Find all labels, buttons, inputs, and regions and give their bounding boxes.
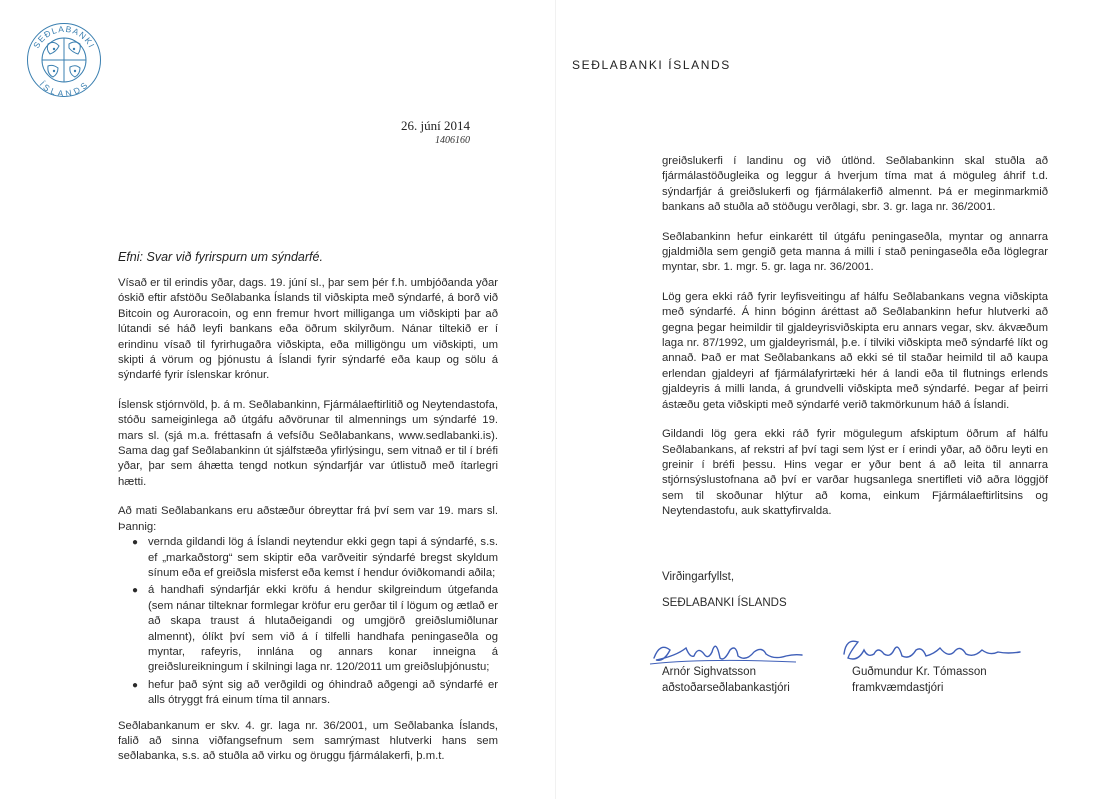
signer-name: Guðmundur Kr. Tómasson <box>852 666 987 678</box>
signer-title: framkvæmdastjóri <box>852 681 944 694</box>
letter-date: 26. júní 2014 <box>401 118 470 133</box>
bullet-icon: ● <box>132 585 139 597</box>
letter-page-2 <box>556 0 1114 799</box>
closing-block <box>662 570 787 622</box>
list-item-text: á handhafi sýndarfjár ekki kröfu á hendur skilgreindum útgefanda (sem nánar tilteknar formlegar kröfur eru gerðar til í lögum og ætlað er að skapa traust á hlutaðeigandi og umgjörð greiðslumiðlunar almennt), ólíkt því sem við á í tilfelli handhafa peningaseðla og myntar, rafeyris, innlána og annars konar inneigna á greiðslureikningum í skilningi laga nr. 120/2011 um greiðsluþjónustu; <box>148 584 498 674</box>
signer-title: aðstoðarseðlabankastjóri <box>662 681 790 694</box>
signer-gudmundur <box>852 665 987 696</box>
logo-text-top: SEÐLABANKI <box>31 23 98 50</box>
bullet-icon: ● <box>132 679 139 691</box>
letter-body-right <box>662 154 1048 534</box>
paragraph: Íslensk stjórnvöld, þ. á m. Seðlabankinn, Fjármálaeftirlitið og Neytendastofa, stóðu sameiginlega að útgáfu aðvörunar til almennings um sýndarfé 19. mars sl. (sjá m.a. fréttasafn á vefsíðu Seðlabankans, www.sedlabanki.is). Sama dag gaf Seðlabankinn út sjálfstæða yfirlýsingu, sem vitnað er til í bréfi yðar, þar sem áhætta tengd notkun sýndarfjár var útlistuð með ítarlegri hætti. <box>118 398 498 488</box>
paragraph: greiðslukerfi í landinu og við útlönd. Seðlabankinn skal stuðla að fjármálastöðugleika og leggur á hverjum tíma mat á möguleg áhrif t.d. sýndarfjár á greiðslukerfi og fjármálakerfið almennt. Þá er meginmarkmið bankans að stuðla að stöðugu verðlagi, sbr. 3. gr. laga nr. 36/2001. <box>662 155 1048 214</box>
signer-arnor <box>662 665 790 696</box>
closing-salutation: Virðingarfyllst, <box>662 571 735 583</box>
letter-page-1 <box>0 0 556 799</box>
paragraph: Lög gera ekki ráð fyrir leyfisveitingu af hálfu Seðlabankans vegna viðskipta með sýndarfé. Á hinn bóginn áréttast að Seðlabankinn hefur hlutverki að gegna þegar heimildir til gjaldeyrisviðskipta eru annars vegar, skv. ákvæðum laga nr. 87/1992, um gjaldeyrismál, þ.e. í tilviki viðskipta með sýndarfé líkt og annað. Það er mat Seðlabankans að ekki sé til staðar heimild til að kaupa erlendan gjaldeyri af fjármálafyrirtæki hér á landi eða til flutnings erlends gjaldeyris á milli landa, á grundvelli viðskipta með sýndarfé. Þegar af þeirri ástæðu geta viðskipti með sýndarfé verið takmörkunum háð á Íslandi. <box>662 290 1048 411</box>
paragraph: Seðlabankinn hefur einkarétt til útgáfu peningaseðla, myntar og annarra gjaldmiðla sem gengið geta manna á milli í stað peningaseðla eða löglegrar myntar, sbr. 1. mgr. 5. gr. laga nr. 36/2001. <box>662 230 1048 274</box>
paragraph: Gildandi lög gera ekki ráð fyrir mögulegum afskiptum öðrum af hálfu Seðlabankans, af rekstri af því tagi sem lýst er í erindi yðar, að öðru leyti en greinir í bréfi þessu. Hins vegar er yður bent á að leita til annarra stjórnsýslustofnana að því er varðar hugsanlega snertifleti við aðra löggjöf sem til skoðunar hlýtur að koma, einkum Fjármálaeftirlitsins og Neytendastofu, auk skattyfirvalda. <box>662 428 1048 518</box>
list-item <box>132 583 498 675</box>
date-block <box>0 118 470 146</box>
paragraph: Vísað er til erindis yðar, dags. 19. júní sl., þar sem þér f.h. umbjóðanda yðar óskið eftir afstöðu Seðlabanka Íslands til viðskipta með sýndarfé, á borð við Bitcoin og Auroracoin, og enn fremur hvort milliganga um viðskipti þar að lútandi sé háð leyfi bankans eða öðrum skilyrðum. Nánar tiltekið er í erindinu vísað til fyrirhugaðra viðskipta, eða milligöngu um viðskipti, um skipti á vörum og þjónustu á Íslandi fyrir sýndarfé eða kaup og sölu á sýndarfé fyrir íslenskar krónur. <box>118 277 498 382</box>
reference-number: 1406160 <box>435 135 470 146</box>
closing-bank-name: SEÐLABANKI ÍSLANDS <box>662 597 787 609</box>
sedlabanki-logo <box>26 22 102 98</box>
list-item-text: vernda gildandi lög á Íslandi neytendur ekki gegn tapi á sýndarfé, s.s. ef „markaðstorg“ sem skiptir eða varðveitir sýndarfé bregst skyldum sínum eða ef greiðsla misferst eða kemst í hendur óviðkomandi aðila; <box>148 536 498 579</box>
paragraph: Að mati Seðlabankans eru aðstæður óbreyttar frá því sem var 19. mars sl. Þannig: <box>118 505 498 533</box>
bank-name-header: SEÐLABANKI ÍSLANDS <box>572 58 731 72</box>
signer-name: Arnór Sighvatsson <box>662 666 756 678</box>
letter-body-left <box>118 276 498 779</box>
paragraph: Seðlabankanum er skv. 4. gr. laga nr. 36/2001, um Seðlabanka Íslands, falið að sinna viðfangsefnum sem samrýmast hlutverki hans sem seðlabanka, s.s. að stuðla að virku og öruggu fjármálakerfi, þ.m.t. <box>118 719 498 763</box>
letter-subject: Efni: Svar við fyrirspurn um sýndarfé. <box>118 250 323 264</box>
bullet-icon: ● <box>132 537 139 549</box>
conditions-list <box>118 535 498 708</box>
logo-text-bottom: ÍSLANDS <box>37 79 91 98</box>
list-item <box>132 678 498 709</box>
list-item <box>132 535 498 581</box>
list-item-text: hefur það sýnt sig að verðgildi og óhindrað aðgengi að sýndarfé er alls ótryggt frá einum tíma til annars. <box>148 678 498 707</box>
